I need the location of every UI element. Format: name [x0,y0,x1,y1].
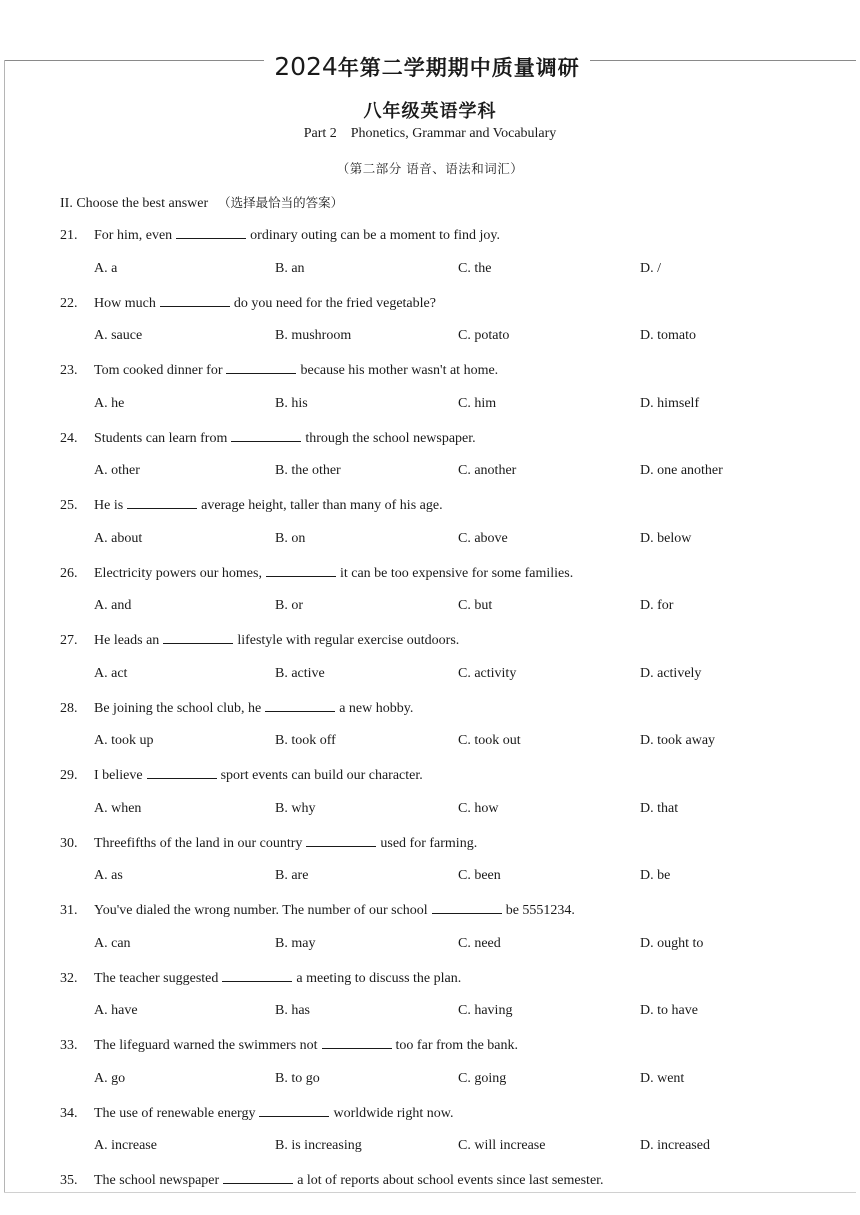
answer-options [94,1001,814,1021]
question-text-after: too far from the bank. [395,1038,519,1053]
option-a: A. and [94,598,132,613]
option-c: C. potato [458,328,510,343]
question-text-after: a lot of reports about school events since last semester. [297,1173,604,1188]
option-a: A. he [94,395,125,411]
option-c: C. been [458,868,501,883]
part-heading [0,126,860,142]
option-d: D. / [640,260,661,276]
question-number: 35. [60,1173,78,1188]
option-a: A. increase [94,1138,157,1153]
answer-blank [127,495,197,509]
option-d: D. actively [640,665,702,681]
answer-options [94,1136,814,1156]
question-stem [60,225,820,245]
option-d: D. himself [640,395,700,411]
option-c: C. him [458,395,497,411]
answer-blank [223,1170,293,1184]
answer-blank [176,225,246,239]
question-number: 29. [60,768,78,783]
question-text-before: He is [94,498,124,513]
question-text-before: Be joining the school club, he [94,700,262,716]
answer-blank [259,1103,329,1117]
question-stem [60,900,820,920]
question-text-after: sport events can build our character. [220,768,423,783]
question-number: 31. [60,903,78,918]
option-d: D. be [640,868,671,883]
question-text-after: lifestyle with regular exercise outdoors. [237,633,460,648]
option-a: A. a [94,260,118,276]
option-c: C. took out [458,733,521,748]
question-stem [60,765,820,785]
question-text-before: For him, even [94,228,173,243]
question-text-before: Threefifths of the land in our country [94,835,303,851]
option-d: D. that [640,800,679,816]
answer-options [94,731,814,751]
option-c: C. the [458,260,492,276]
question-text-after: average height, taller than many of his age. [201,498,443,513]
question-text-after: do you need for the fried vegetable? [233,295,436,311]
question-text-before: The teacher suggested [94,970,219,986]
option-b: B. an [275,260,305,276]
answer-blank [322,1035,392,1049]
question-number: 24. [60,430,78,446]
part-heading-chinese: （第二部分 语音、语法和词汇） [336,161,524,176]
option-b: B. or [275,598,303,613]
option-b: B. active [275,665,325,681]
question-text-after: ordinary outing can be a moment to find joy. [250,228,501,243]
answer-blank [266,563,336,577]
question-number: 34. [60,1105,78,1121]
answer-options [94,1069,814,1089]
option-a: A. as [94,868,123,883]
question-number: 33. [60,1038,78,1053]
question-number: 25. [60,498,78,513]
question-stem [60,293,820,313]
option-d: D. ought to [640,935,704,951]
answer-options [94,461,814,481]
option-d: D. took away [640,733,716,748]
answer-options [94,326,814,346]
question-text-before: The use of renewable energy [94,1105,256,1121]
answer-blank [147,765,217,779]
exam-year: 2024 [274,52,338,81]
answer-options [94,596,814,616]
option-b: B. the other [275,463,341,478]
question-number: 26. [60,565,78,581]
question-text-before: Tom cooked dinner for [94,363,223,378]
answer-options [94,934,814,954]
option-b: B. are [275,868,309,883]
option-b: B. is increasing [275,1138,362,1153]
question-stem [60,833,820,853]
question-stem [60,968,820,988]
option-c: C. having [458,1003,513,1018]
answer-options [94,664,814,684]
question-stem [60,428,820,448]
question-number: 23. [60,363,78,378]
question-number: 30. [60,835,78,851]
question-text-before: I believe [94,768,143,783]
page-border-left [4,60,5,1193]
question-stem [60,495,820,515]
answer-blank [432,900,502,914]
question-number: 21. [60,228,78,243]
option-a: A. have [94,1003,138,1018]
question-text-after: be 5551234. [505,903,575,918]
option-b: B. to go [275,1070,320,1086]
option-b: B. his [275,395,308,411]
option-c: C. but [458,598,493,613]
question-text-after: used for farming. [380,835,478,851]
option-c: C. will increase [458,1138,546,1153]
option-a: A. took up [94,733,154,748]
question-stem [60,1170,820,1190]
answer-options [94,394,814,414]
answer-blank [160,293,230,307]
part-name: Phonetics, Grammar and Vocabulary [350,126,557,141]
part-number: Part 2 [303,126,337,141]
option-b: B. took off [275,733,336,748]
question-text-after: a meeting to discuss the plan. [296,970,462,986]
grade-subject: 八年级英语学科 [363,101,497,122]
option-b: B. may [275,935,316,951]
answer-blank [306,833,376,847]
option-a: A. other [94,463,140,478]
question-text-before: The school newspaper [94,1173,220,1188]
option-d: D. to have [640,1003,698,1018]
option-d: D. tomato [640,328,696,343]
answer-blank [163,630,233,644]
answer-blank [231,428,301,442]
answer-options [94,799,814,819]
option-a: A. can [94,935,131,951]
answer-options [94,259,814,279]
exam-title-text: 年第二学期期中质量调研 [337,56,580,80]
question-number: 32. [60,970,78,986]
option-c: C. how [458,800,499,816]
question-number: 22. [60,295,78,311]
question-text-before: You've dialed the wrong number. The number of our school [94,903,428,918]
question-text-after: worldwide right now. [333,1105,454,1121]
question-text-after: a new hobby. [339,700,414,716]
question-stem [60,360,820,380]
question-stem [60,630,820,650]
answer-blank [226,360,296,374]
question-number: 27. [60,633,78,648]
answer-options [94,529,814,549]
option-c: C. going [458,1070,507,1086]
page-border-bottom [4,1192,856,1193]
question-text-before: Students can learn from [94,430,228,446]
option-a: A. when [94,800,142,816]
option-b: B. has [275,1003,310,1018]
option-d: D. went [640,1070,685,1086]
option-b: B. why [275,800,316,816]
question-stem [60,1103,820,1123]
question-text-before: Electricity powers our homes, [94,565,262,581]
question-text-after: through the school newspaper. [305,430,476,446]
section-heading [60,193,343,212]
option-d: D. increased [640,1138,710,1153]
section-label-chinese: （选择最恰当的答案） [218,195,344,210]
option-a: A. about [94,530,143,546]
question-text-before: How much [94,295,156,311]
option-c: C. need [458,935,501,951]
question-stem [60,563,820,583]
answer-blank [222,968,292,982]
answer-options [94,866,814,886]
question-text-before: The lifeguard warned the swimmers not [94,1038,318,1053]
question-text-before: He leads an [94,633,160,648]
section-label: II. Choose the best answer [60,196,209,211]
question-stem [60,1035,820,1055]
option-c: C. another [458,463,517,478]
option-b: B. mushroom [275,328,352,343]
option-a: A. act [94,665,128,681]
option-c: C. activity [458,665,517,681]
option-a: A. go [94,1070,126,1086]
option-d: D. below [640,530,692,546]
question-text-after: because his mother wasn't at home. [300,363,499,378]
question-number: 28. [60,700,78,716]
answer-blank [265,698,335,712]
option-c: C. above [458,530,508,546]
option-b: B. on [275,530,306,546]
option-d: D. for [640,598,674,613]
exam-title [264,52,590,82]
question-text-after: it can be too expensive for some families. [339,565,574,581]
option-d: D. one another [640,463,723,478]
option-a: A. sauce [94,328,143,343]
question-stem [60,698,820,718]
